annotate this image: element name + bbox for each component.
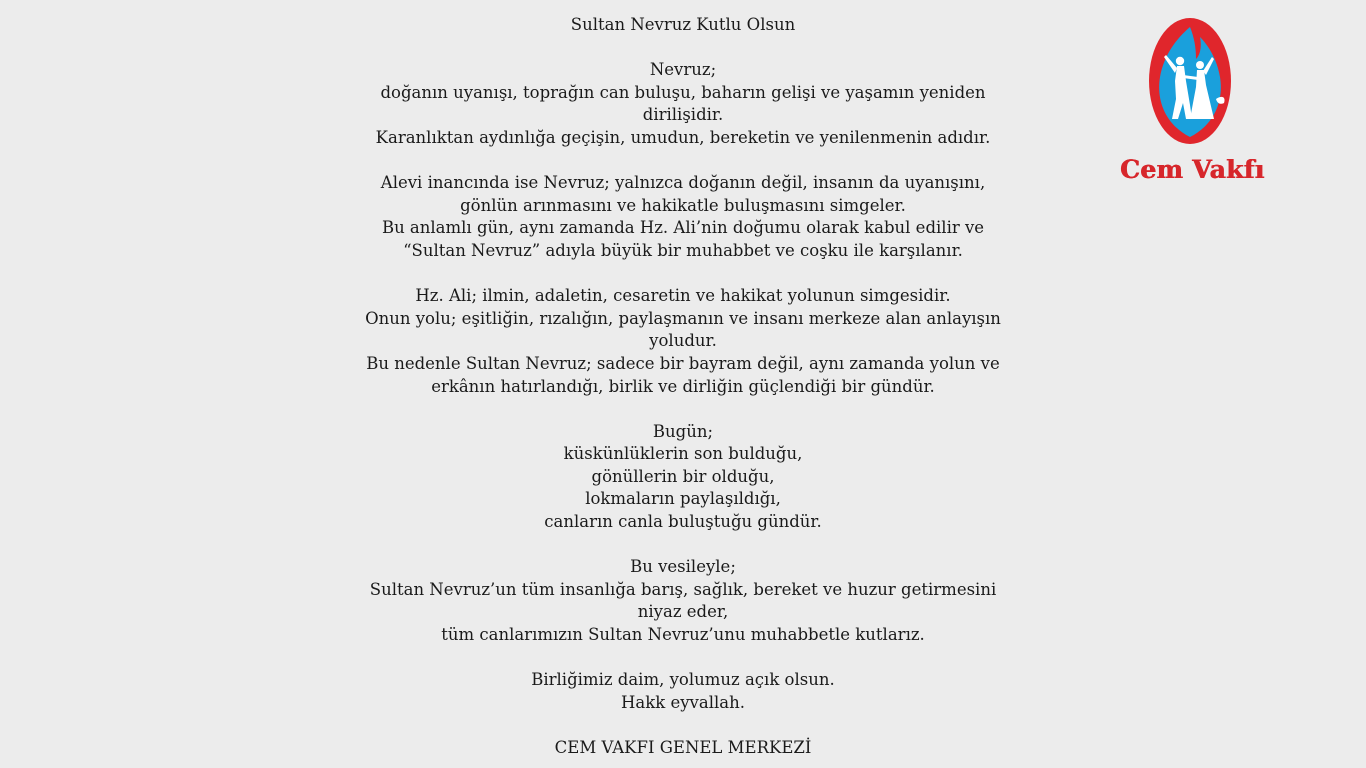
- text-line: Bugün;: [652, 421, 714, 441]
- announcement-text: [345, 14, 1021, 760]
- text-line: “Sultan Nevruz” adıyla büyük bir muhabbet ve coşku ile karşılanır.: [403, 240, 963, 260]
- text-line: Hz. Ali; ilmin, adaletin, cesaretin ve hakikat yolunun simgesidir.: [415, 286, 951, 306]
- announcement-title: Sultan Nevruz Kutlu Olsun: [570, 15, 796, 34]
- text-line: Bu vesileyle;: [630, 557, 736, 577]
- text-line: yoludur.: [649, 331, 717, 351]
- text-line: doğanın uyanışı, toprağın can buluşu, baharın gelişi ve yaşamın yeniden: [380, 82, 986, 102]
- text-line: erkânın hatırlandığı, birlik ve dirliğin güçlendiği bir gündür.: [431, 376, 935, 396]
- signature: CEM VAKFI GENEL MERKEZİ: [554, 738, 812, 757]
- text-line: Karanlıktan aydınlığa geçişin, umudun, bereketin ve yenilenmenin adıdır.: [375, 127, 991, 147]
- text-line: Birliğimiz daim, yolumuz açık olsun.: [531, 670, 835, 690]
- paragraph-nevruz: [345, 59, 1021, 149]
- text-line: tüm canlarımızın Sultan Nevruz’unu muhabbetle kutlarız.: [441, 625, 925, 645]
- cem-vakfi-logo: [1120, 15, 1265, 190]
- text-line: gönüllerin bir olduğu,: [591, 466, 775, 486]
- text-line: Sultan Nevruz’un tüm insanlığa barış, sağlık, bereket ve huzur getirmesini: [369, 579, 997, 599]
- paragraph-closing: [345, 669, 1021, 714]
- text-line: Alevi inancında ise Nevruz; yalnızca doğanın değil, insanın da uyanışını,: [380, 173, 986, 193]
- text-line: Bu nedenle Sultan Nevruz; sadece bir bayram değil, aynı zamanda yolun ve: [366, 353, 1000, 373]
- text-line: canların canla buluştuğu gündür.: [544, 512, 822, 532]
- announcement-title-paragraph: [345, 14, 1021, 37]
- text-line: gönlün arınmasını ve hakikatle buluşmasını simgeler.: [460, 195, 906, 215]
- text-line: küskünlüklerin son bulduğu,: [563, 444, 803, 464]
- paragraph-vesile: [345, 556, 1021, 646]
- logo-text: Cem Vakfı: [1120, 155, 1265, 184]
- paragraph-hz-ali: [345, 285, 1021, 398]
- paragraph-signature: [345, 737, 1021, 760]
- text-line: Bu anlamlı gün, aynı zamanda Hz. Ali’nin doğumu olarak kabul edilir ve: [381, 218, 985, 238]
- text-line: dirilişidir.: [642, 105, 724, 125]
- cem-vakfi-emblem-icon: [1120, 15, 1265, 155]
- text-line: Hakk eyvallah.: [621, 692, 745, 712]
- paragraph-alevi-belief: [345, 172, 1021, 262]
- text-line: Onun yolu; eşitliğin, rızalığın, paylaşmanın ve insanı merkeze alan anlayışın: [365, 308, 1001, 328]
- text-line: lokmaların paylaşıldığı,: [585, 489, 781, 509]
- paragraph-bugun: [345, 421, 1021, 534]
- text-line: Nevruz;: [649, 60, 717, 80]
- text-line: niyaz eder,: [637, 602, 729, 622]
